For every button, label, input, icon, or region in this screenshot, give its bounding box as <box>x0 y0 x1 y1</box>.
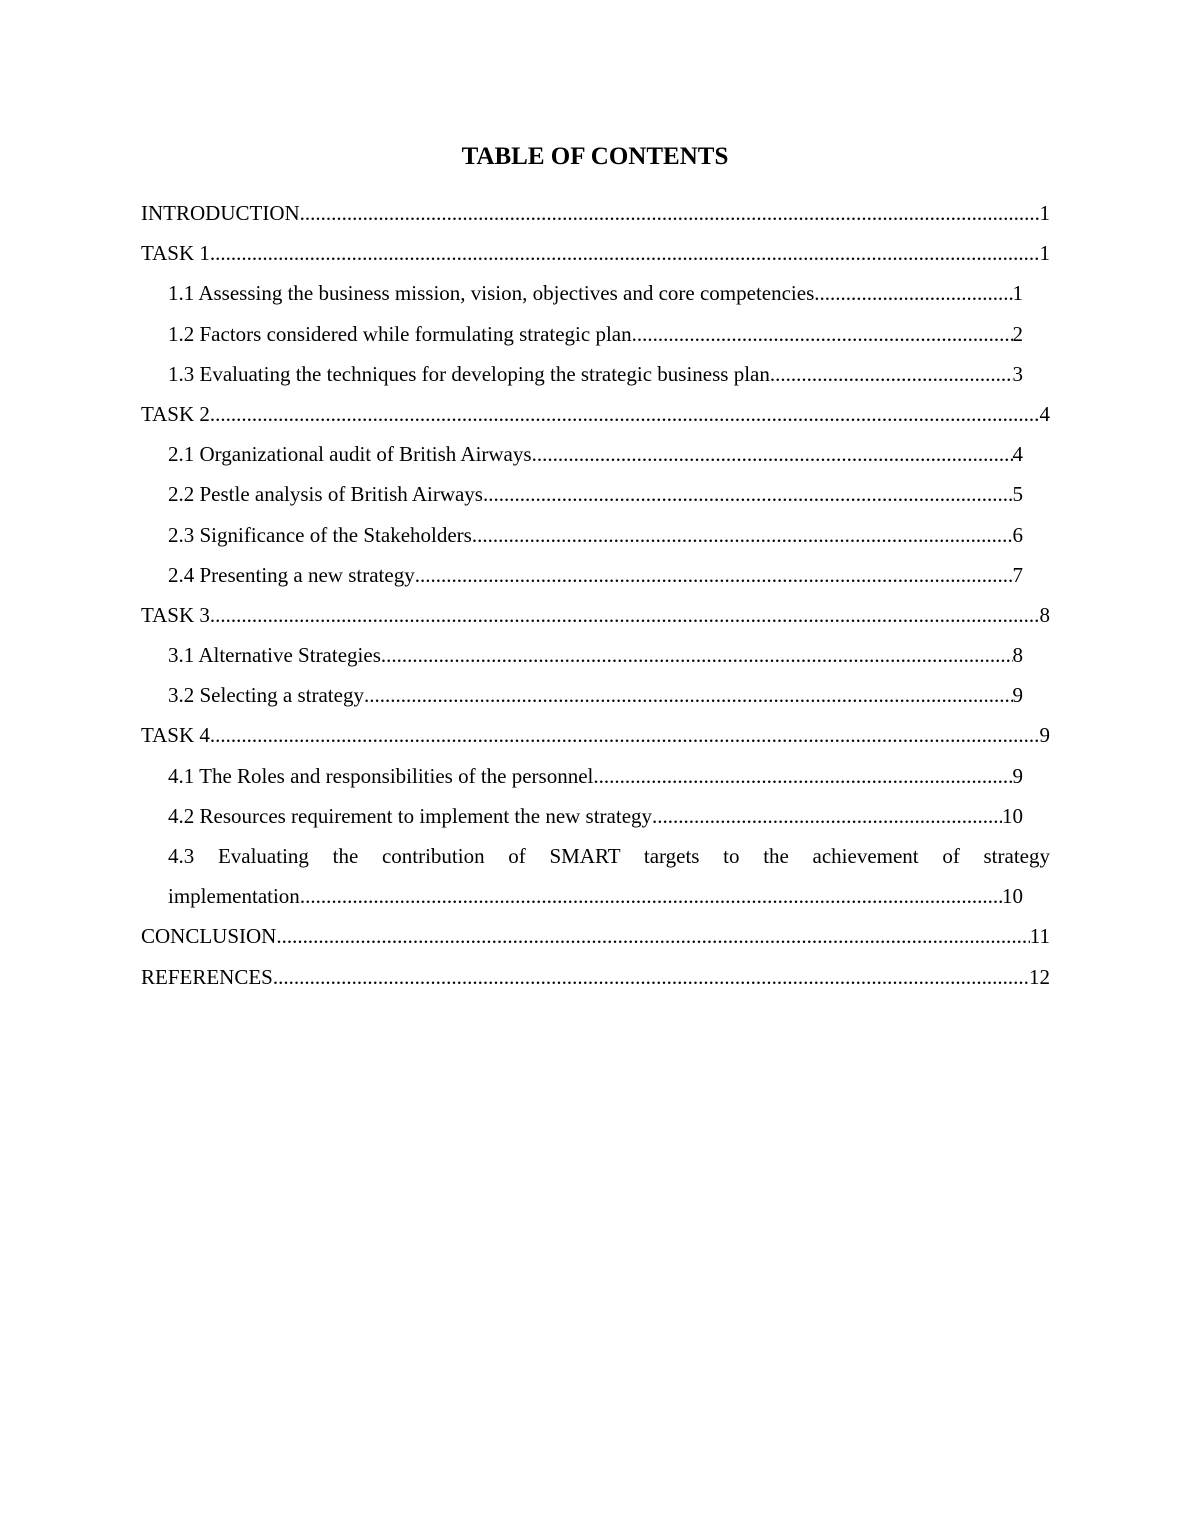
dot-leader <box>210 233 1040 273</box>
dot-leader <box>210 715 1040 755</box>
toc-entry-text-line-2: implementation <box>168 884 300 909</box>
toc-entry-4-1[interactable] <box>168 756 1023 796</box>
toc-page-number: 1 <box>1039 201 1050 225</box>
toc-entry-text: TASK 4 <box>141 723 210 748</box>
toc-page-number: 9 <box>1039 723 1050 748</box>
toc-entry-text: INTRODUCTION <box>141 201 300 225</box>
toc-page-number: 9 <box>1012 763 1023 788</box>
toc-page-number: 9 <box>1012 683 1023 708</box>
dot-leader <box>300 876 1002 916</box>
toc-entry-references[interactable] <box>141 957 1050 997</box>
toc-entry-text: 3.2 Selecting a strategy <box>168 683 364 708</box>
toc-entry-task-2[interactable] <box>141 394 1050 434</box>
toc-page-number: 7 <box>1012 562 1023 587</box>
dot-leader <box>210 394 1040 434</box>
dot-leader <box>532 434 1013 474</box>
toc-entry-text: 1.2 Factors considered while formulating strategic plan <box>168 321 632 346</box>
toc-entry-3-1[interactable] <box>168 635 1023 675</box>
toc-entry-introduction[interactable] <box>141 193 1050 233</box>
dot-leader <box>483 474 1013 514</box>
toc-entry-text: 1.1 Assessing the business mission, vision, objectives and core competencies <box>168 281 815 306</box>
toc-page-number: 4 <box>1039 401 1050 426</box>
toc-page-number: 10 <box>1002 803 1023 828</box>
dot-leader <box>273 957 1029 997</box>
toc-page-number: 8 <box>1039 602 1050 627</box>
toc-page-number: 1 <box>1012 281 1023 306</box>
toc-entry-text: TASK 1 <box>141 241 210 266</box>
toc-entry-text: 2.1 Organizational audit of British Airways <box>168 442 532 467</box>
toc-page-number: 10 <box>1002 884 1023 909</box>
toc-entry-task-3[interactable] <box>141 595 1050 635</box>
dot-leader <box>472 515 1013 555</box>
page-title: TABLE OF CONTENTS <box>461 143 729 170</box>
toc-page-number: 12 <box>1029 964 1050 989</box>
toc-entry-text: 2.2 Pestle analysis of British Airways <box>168 482 483 507</box>
toc-page-number: 8 <box>1012 643 1023 668</box>
toc-entry-4-2[interactable] <box>168 796 1023 836</box>
toc-entry-3-2[interactable] <box>168 675 1023 715</box>
dot-leader <box>770 354 1013 394</box>
toc-entry-text: 4.1 The Roles and responsibilities of the personnel <box>168 763 594 788</box>
toc-entry-text: REFERENCES <box>141 964 273 989</box>
toc-entry-text-line-1: 4.3 Evaluating the contribution of SMART targets to the achievement of strategy <box>168 844 1050 868</box>
toc-entry-text: CONCLUSION <box>141 924 277 949</box>
toc-entry-line-2 <box>168 876 1023 916</box>
dot-leader <box>814 273 1012 313</box>
toc-entry-text: 2.4 Presenting a new strategy <box>168 562 415 587</box>
toc-entry-2-4[interactable] <box>168 555 1023 595</box>
dot-leader <box>381 635 1013 675</box>
toc-list <box>141 193 1050 997</box>
toc-entry-2-1[interactable] <box>168 434 1023 474</box>
toc-page-number: 6 <box>1012 522 1023 547</box>
toc-page-number: 1 <box>1039 241 1050 266</box>
toc-entry-1-2[interactable] <box>168 314 1023 354</box>
toc-entry-text: 4.2 Resources requirement to implement the new strategy <box>168 803 653 828</box>
dot-leader <box>415 555 1013 595</box>
toc-page-number: 4 <box>1012 442 1023 467</box>
toc-entry-task-1[interactable] <box>141 233 1050 273</box>
toc-page-number: 5 <box>1012 482 1023 507</box>
dot-leader <box>276 916 1029 956</box>
dot-leader <box>364 675 1013 715</box>
dot-leader <box>300 193 1040 233</box>
toc-entry-1-1[interactable] <box>168 273 1023 313</box>
dot-leader <box>210 595 1040 635</box>
toc-entry-task-4[interactable] <box>141 715 1050 755</box>
dot-leader <box>632 314 1013 354</box>
dot-leader <box>593 756 1012 796</box>
toc-entry-text: TASK 3 <box>141 602 210 627</box>
toc-entry-text: TASK 2 <box>141 401 210 426</box>
toc-entry-2-3[interactable] <box>168 515 1023 555</box>
toc-page-number: 2 <box>1012 321 1023 346</box>
toc-page-number: 3 <box>1012 361 1023 386</box>
toc-entry-text: 3.1 Alternative Strategies <box>168 643 381 668</box>
toc-entry-4-3[interactable] <box>141 836 1050 916</box>
toc-entry-text: 2.3 Significance of the Stakeholders <box>168 522 472 547</box>
dot-leader <box>652 796 1002 836</box>
toc-page-number: 11 <box>1029 924 1050 949</box>
toc-entry-1-3[interactable] <box>168 354 1023 394</box>
toc-entry-2-2[interactable] <box>168 474 1023 514</box>
toc-entry-text: 1.3 Evaluating the techniques for developing the strategic business plan <box>168 361 770 386</box>
toc-entry-conclusion[interactable] <box>141 916 1050 956</box>
